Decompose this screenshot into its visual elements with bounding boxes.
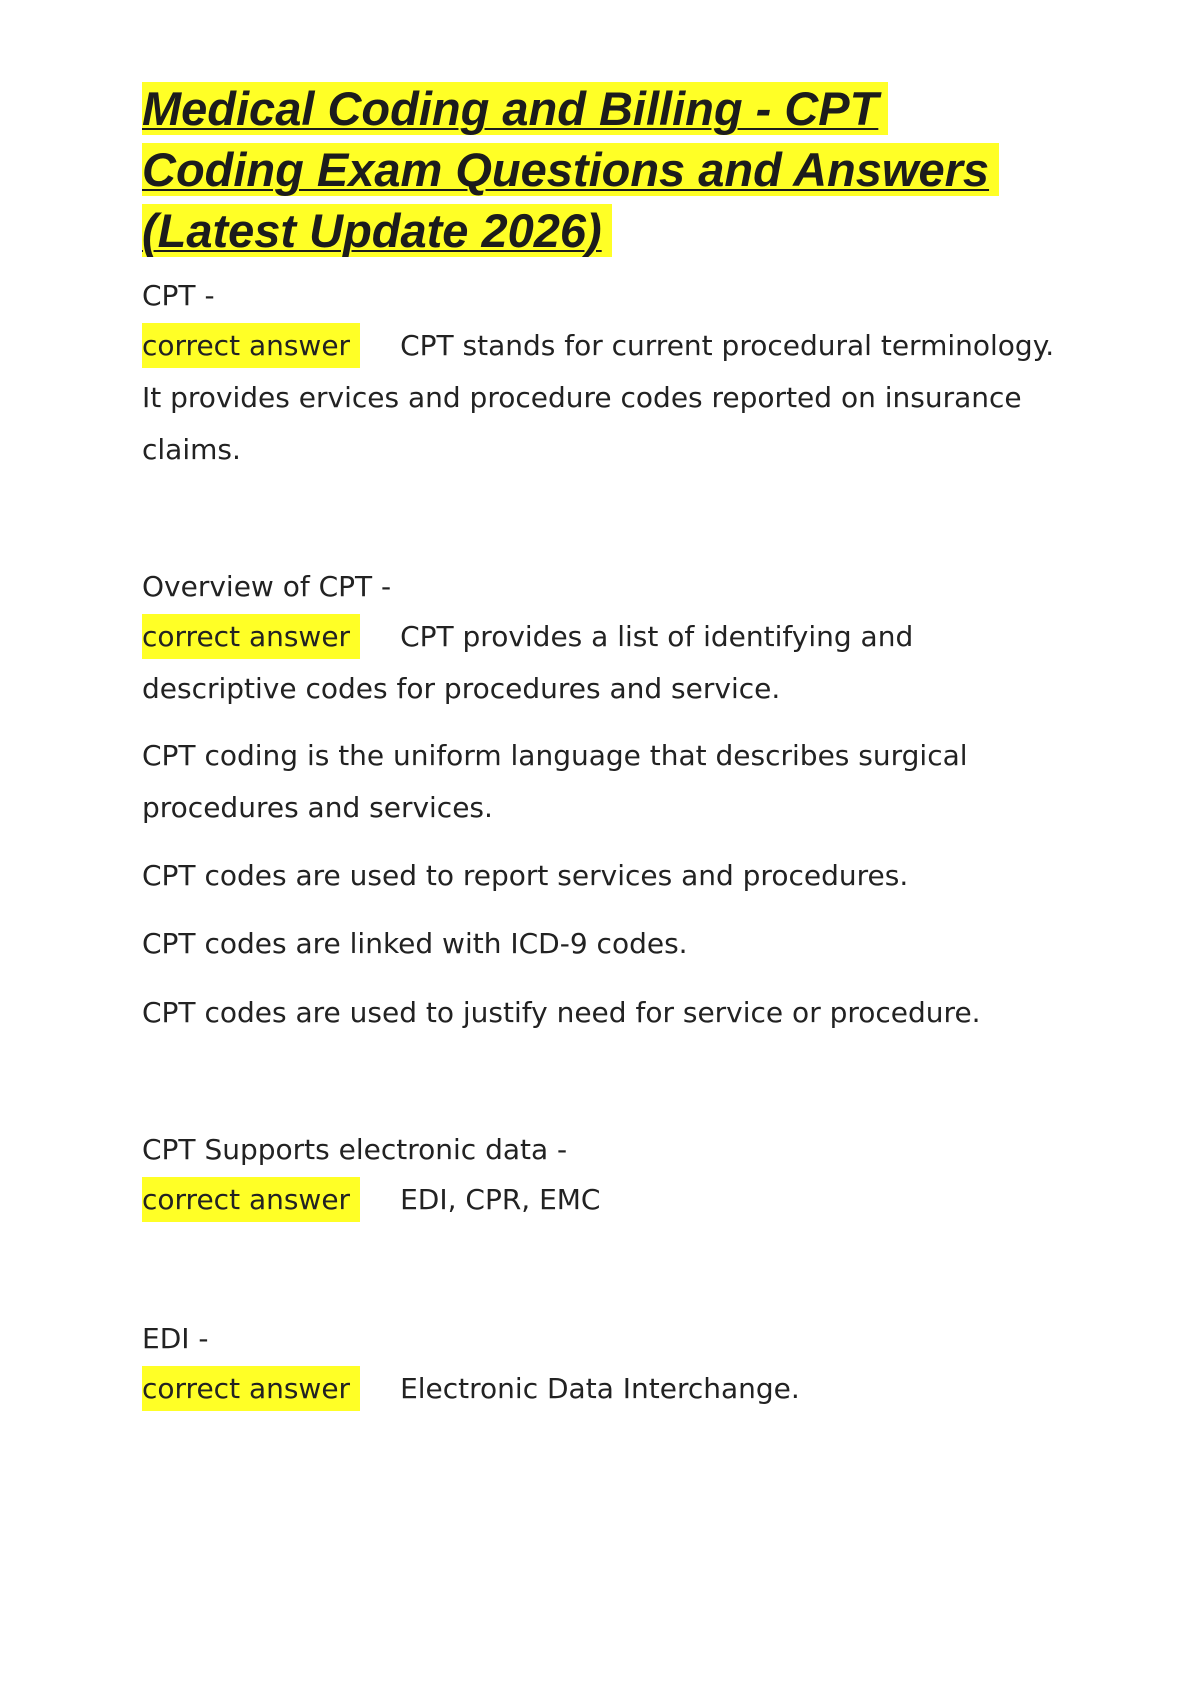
answer-2-text: CPT provides a list of identifying and descriptive codes for procedures and service. [142,620,914,705]
answer-4-text: Electronic Data Interchange. [400,1372,800,1405]
correct-answer-label: correct answer [142,1366,360,1411]
correct-answer-label: correct answer [142,614,360,659]
question-3: CPT Supports electronic data - [142,1133,568,1166]
question-2: Overview of CPT - [142,570,392,603]
correct-answer-label: correct answer [142,323,360,368]
answer-1-text: CPT stands for current procedural terminology. It provides ervices and procedure codes reported on insurance claims. [142,329,1055,466]
overview-note-2: CPT codes are used to report services and procedures. [142,859,909,892]
answer-1 [142,320,1062,476]
answer-2 [142,611,1062,715]
answer-3 [142,1174,1062,1226]
overview-note-1: CPT coding is the uniform language that describes surgical procedures and services. [142,739,968,824]
overview-note-4: CPT codes are used to justify need for service or procedure. [142,996,981,1029]
document-title [142,78,1042,261]
question-4: EDI - [142,1322,209,1355]
question-1: CPT - [142,279,215,312]
document-title-text: Medical Coding and Billing - CPT Coding Exam Questions and Answers (Latest Update 2026) [142,82,999,257]
answer-3-text: EDI, CPR, EMC [400,1183,601,1216]
answer-4 [142,1363,1062,1415]
correct-answer-label: correct answer [142,1177,360,1222]
overview-note-3: CPT codes are linked with ICD-9 codes. [142,927,688,960]
